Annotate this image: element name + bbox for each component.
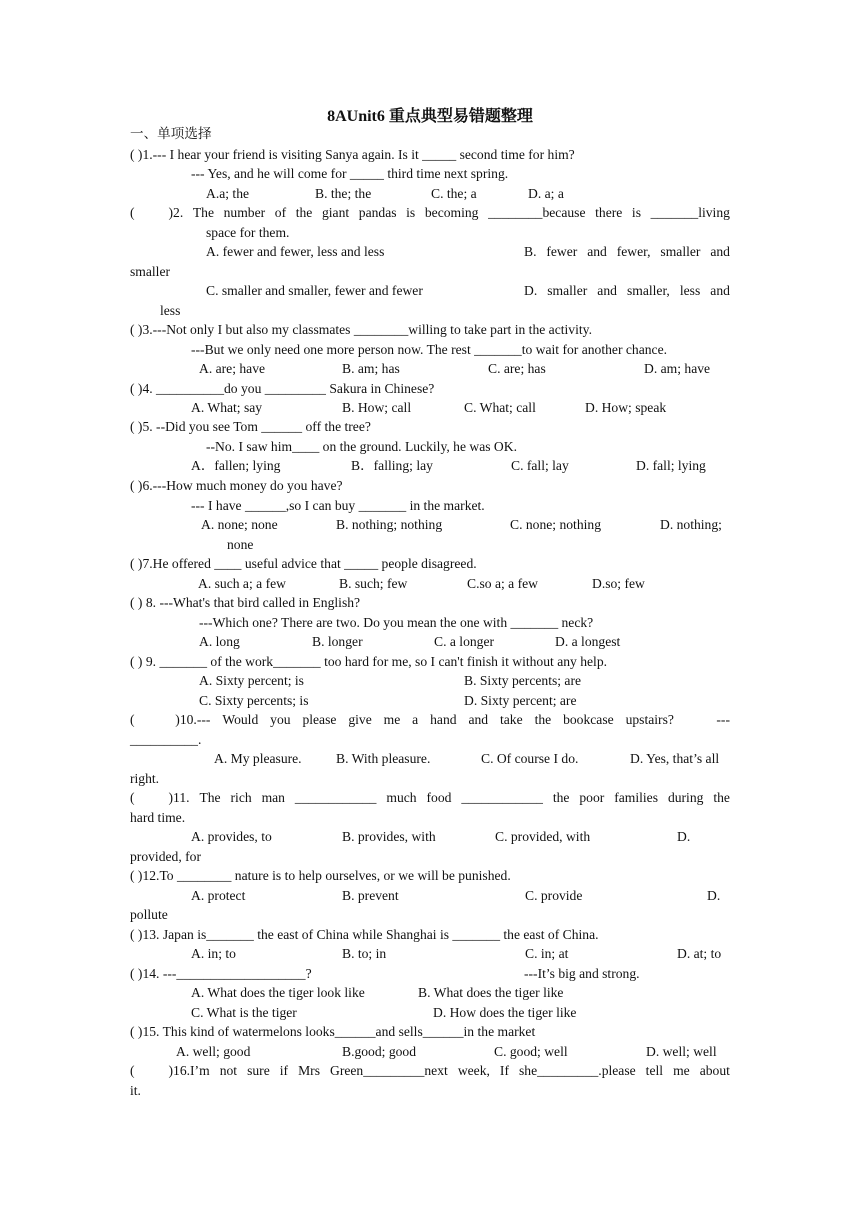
question-8-option-a: A. long (199, 634, 240, 649)
question-8-option-d: D. a longest (555, 634, 621, 649)
question-13-option-d: D. at; to (677, 946, 722, 961)
question-8-option-c: C. a longer (434, 634, 495, 649)
question-9-option-a: A. Sixty percent; is (199, 673, 304, 688)
question-8-stem-line2: ---Which one? There are two. Do you mean the one with _______ neck? (199, 615, 594, 630)
question-11-option-b: B. provides, with (342, 829, 436, 844)
section-heading: 一、单项选择 (130, 126, 212, 141)
question-9-stem: ( ) 9. _______ of the work_______ too hard for me, so I can't finish it without any help. (130, 654, 608, 669)
question-13-option-c: C. in; at (525, 946, 569, 961)
question-15-option-c: C. good; well (494, 1044, 568, 1059)
question-14-option-d: D. How does the tiger like (433, 1005, 577, 1020)
question-5-option-c: C. fall; lay (511, 458, 569, 473)
question-2-option-b-cont: smaller (130, 264, 171, 279)
question-6-option-d: D. nothing; (660, 517, 722, 532)
question-16-stem-line2: it. (130, 1083, 141, 1098)
question-10-option-b: B. With pleasure. (336, 751, 431, 766)
question-7-option-c: C.so a; a few (467, 576, 538, 591)
question-11-option-c: C. provided, with (495, 829, 591, 844)
question-5-option-d: D. fall; lying (636, 458, 706, 473)
question-14-option-a: A. What does the tiger look like (191, 985, 365, 1000)
question-9-option-b: B. Sixty percents; are (464, 673, 582, 688)
question-5-stem-line2: --No. I saw him____ on the ground. Luckily, he was OK. (206, 439, 517, 454)
question-3-stem-line2: ---But we only need one more person now. The rest _______to wait for another chance. (191, 342, 668, 357)
question-7-option-a: A. such a; a few (198, 576, 286, 591)
question-16-stem: ( )16.I’m not sure if Mrs Green_________next week, If she_________.please tell me about (130, 1063, 730, 1078)
question-10-option-d: D. Yes, that’s all (630, 751, 720, 766)
question-10-blank: __________. (130, 732, 202, 747)
question-10-option-d-cont: right. (130, 771, 160, 786)
page-title: 8AUnit6 重点典型易错题整理 (327, 108, 533, 125)
question-14-stem-right: ---It’s big and strong. (524, 966, 640, 981)
question-10-stem: ( )10.--- Would you please give me a hand and take the bookcase upstairs? --- (130, 712, 730, 727)
question-15-option-b: B.good; good (342, 1044, 417, 1059)
question-5-option-b: B．falling; lay (351, 458, 433, 473)
question-11-option-a: A. provides, to (191, 829, 272, 844)
question-7-option-d: D.so; few (592, 576, 645, 591)
question-2-option-c: C. smaller and smaller, fewer and fewer (206, 283, 423, 298)
question-13-option-a: A. in; to (191, 946, 236, 961)
question-4-option-a: A. What; say (191, 400, 263, 415)
question-3-option-a: A. are; have (199, 361, 266, 376)
question-2-option-d: D. smaller and smaller, less and (524, 283, 730, 298)
question-12-option-c: C. provide (525, 888, 583, 903)
question-12-option-d-cont: pollute (130, 907, 168, 922)
question-1-option-a: A.a; the (206, 186, 250, 201)
question-6-stem-line2: --- I have ______,so I can buy _______ in the market. (191, 498, 485, 513)
question-1-option-b: B. the; the (315, 186, 372, 201)
question-10-option-c: C. Of course I do. (481, 751, 579, 766)
question-10-option-a: A. My pleasure. (214, 751, 302, 766)
question-8-stem: ( ) 8. ---What's that bird called in English? (130, 595, 361, 610)
question-11-option-d-cont: provided, for (130, 849, 201, 864)
question-14-option-b: B. What does the tiger like (418, 985, 564, 1000)
question-9-option-d: D. Sixty percent; are (464, 693, 577, 708)
question-2-option-d-cont: less (160, 303, 181, 318)
question-15-stem: ( )15. This kind of watermelons looks______and sells______in the market (130, 1024, 536, 1039)
question-11-option-d: D. (677, 829, 691, 844)
question-4-option-b: B. How; call (342, 400, 412, 415)
question-6-option-d-cont: none (227, 537, 254, 552)
question-1-stem: ( )1.--- I hear your friend is visiting Sanya again. Is it _____ second time for him? (130, 147, 575, 162)
question-14-stem: ( )14. ---___________________? (130, 966, 312, 981)
question-3-option-d: D. am; have (644, 361, 711, 376)
question-13-option-b: B. to; in (342, 946, 387, 961)
question-3-option-b: B. am; has (342, 361, 400, 376)
question-4-stem: ( )4. __________do you _________ Sakura in Chinese? (130, 381, 435, 396)
question-4-option-c: C. What; call (464, 400, 536, 415)
question-6-option-a: A. none; none (201, 517, 278, 532)
question-11-stem-line2: hard time. (130, 810, 186, 825)
question-4-option-d: D. How; speak (585, 400, 667, 415)
question-12-option-d: D. (707, 888, 721, 903)
question-3-stem: ( )3.---Not only I but also my classmates ________willing to take part in the activity. (130, 322, 592, 337)
question-15-option-d: D. well; well (646, 1044, 717, 1059)
question-5-stem: ( )5. --Did you see Tom ______ off the tree? (130, 419, 371, 434)
question-5-option-a: A．fallen; lying (191, 458, 281, 473)
question-14-option-c: C. What is the tiger (191, 1005, 297, 1020)
question-2-option-b: B. fewer and fewer, smaller and (524, 244, 730, 259)
question-3-option-c: C. are; has (488, 361, 546, 376)
question-9-option-c: C. Sixty percents; is (199, 693, 309, 708)
question-1-option-d: D. a; a (528, 186, 564, 201)
question-1-option-c: C. the; a (431, 186, 477, 201)
question-13-stem: ( )13. Japan is_______ the east of China while Shanghai is _______ the east of China. (130, 927, 599, 942)
question-6-stem: ( )6.---How much money do you have? (130, 478, 343, 493)
question-7-stem: ( )7.He offered ____ useful advice that _____ people disagreed. (130, 556, 477, 571)
question-11-stem: ( )11. The rich man ____________ much food ____________ the poor families during the (130, 790, 730, 805)
question-1-stem-line2: --- Yes, and he will come for _____ third time next spring. (191, 166, 509, 181)
question-12-option-b: B. prevent (342, 888, 399, 903)
question-2-stem: ( )2. The number of the giant pandas is becoming ________because there is _______living (130, 205, 730, 220)
question-15-option-a: A. well; good (176, 1044, 251, 1059)
question-2-option-a: A. fewer and fewer, less and less (206, 244, 385, 259)
question-2-stem-line2: space for them. (206, 225, 290, 240)
question-7-option-b: B. such; few (339, 576, 408, 591)
question-6-option-b: B. nothing; nothing (336, 517, 443, 532)
question-8-option-b: B. longer (312, 634, 363, 649)
question-12-option-a: A. protect (191, 888, 246, 903)
question-12-stem: ( )12.To ________ nature is to help ourselves, or we will be punished. (130, 868, 511, 883)
question-6-option-c: C. none; nothing (510, 517, 602, 532)
